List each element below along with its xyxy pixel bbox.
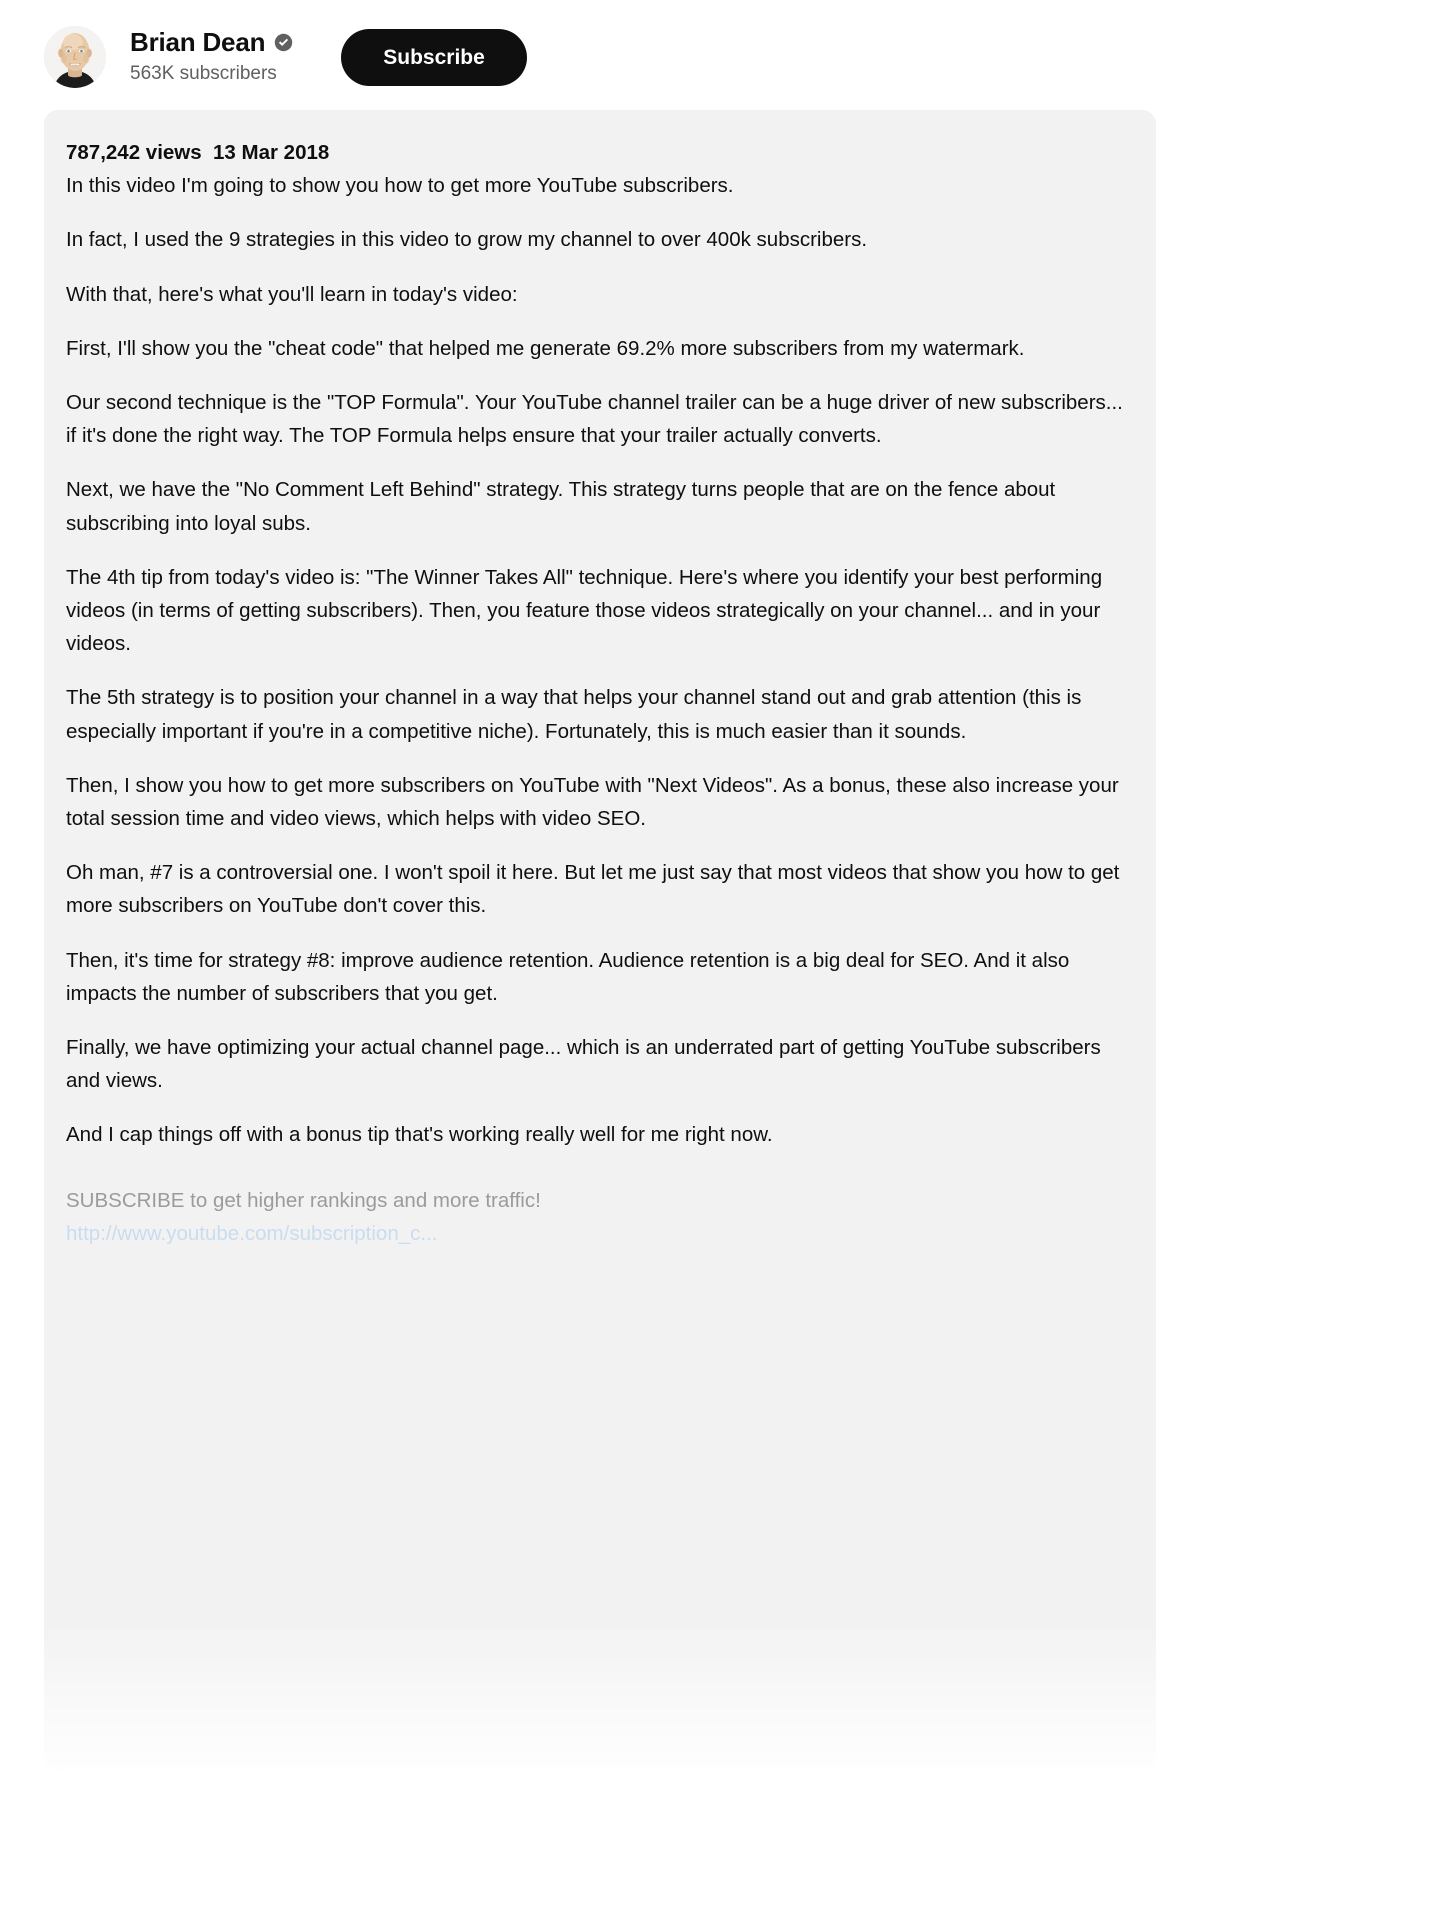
channel-header	[0, 0, 1200, 110]
description-paragraph: First, I'll show you the "cheat code" that helped me generate 69.2% more subscribers from my watermark.	[66, 336, 1025, 360]
paragraph-spacer	[66, 748, 1134, 769]
paragraph-spacer	[66, 923, 1134, 944]
description-paragraph: The 4th tip from today's video is: "The Winner Takes All" technique. Here's where you identify your best performing videos (in terms of getting subscribers). Then, you feature those videos strategically on your channel... and in your videos.	[66, 565, 1108, 656]
description-card[interactable]	[44, 110, 1156, 1770]
paragraph-spacer	[66, 202, 1134, 223]
description-paragraph: Finally, we have optimizing your actual channel page... which is an underrated part of getting YouTube subscribers and views.	[66, 1036, 1107, 1093]
paragraph-spacer	[66, 1010, 1134, 1031]
channel-name-row	[130, 27, 293, 58]
avatar[interactable]	[44, 26, 106, 88]
description-body	[66, 136, 1134, 1250]
video-stats-line: 787,242 views 13 Mar 2018	[66, 141, 330, 164]
description-paragraph: Oh man, #7 is a controversial one. I won't spoil it here. But let me just say that most videos that show you how to get more subscribers on YouTube don't cover this.	[66, 861, 1126, 918]
description-paragraph: Then, I show you how to get more subscribers on YouTube with "Next Videos". As a bonus, these also increase your total session time and video views, which helps with video SEO.	[66, 773, 1125, 831]
paragraph-spacer	[66, 540, 1134, 561]
description-paragraph: The 5th strategy is to position your channel in a way that helps your channel stand out and grab attention (this is especially important if you're in a competitive niche). Fortunately, this is much easier than it sounds.	[66, 686, 1088, 743]
subscribe-button[interactable]: Subscribe	[341, 29, 527, 86]
paragraph-spacer	[66, 1097, 1134, 1118]
subscriber-count: 563K subscribers	[130, 62, 277, 84]
description-paragraph: In fact, I used the 9 strategies in this video to grow my channel to over 400k subscribers.	[66, 228, 868, 252]
description-paragraph: And I cap things off with a bonus tip that's working really well for me right now.	[66, 1123, 773, 1147]
paragraph-spacer	[66, 660, 1134, 681]
fade-overlay	[44, 1620, 1156, 1770]
verified-check-icon	[274, 33, 293, 52]
channel-name[interactable]: Brian Dean	[130, 26, 266, 57]
description-paragraph: Our second technique is the "TOP Formula". Your YouTube channel trailer can be a huge driver of new subscribers... if it's done the right way. The TOP Formula helps ensure that your trailer actually converts.	[66, 391, 1129, 448]
subscribe-cta-text: SUBSCRIBE to get higher rankings and more traffic!	[66, 1188, 541, 1212]
description-tail	[66, 1166, 1134, 1250]
avatar-image	[44, 26, 106, 88]
subscription-link[interactable]: http://www.youtube.com/subscription_c...	[66, 1221, 438, 1245]
description-paragraph: Then, it's time for strategy #8: improve audience retention. Audience retention is a big deal for SEO. And it also impacts the number of subscribers that you get.	[66, 948, 1075, 1005]
description-paragraph: Next, we have the "No Comment Left Behind" strategy. This strategy turns people that are on the fence about subscribing into loyal subs.	[66, 478, 1061, 535]
paragraph-spacer	[66, 452, 1134, 473]
channel-meta	[130, 27, 293, 88]
description-paragraph: With that, here's what you'll learn in today's video:	[66, 282, 518, 306]
paragraph-spacer	[66, 311, 1134, 332]
paragraph-spacer	[66, 835, 1134, 856]
description-paragraph: In this video I'm going to show you how to get more YouTube subscribers.	[66, 174, 734, 198]
paragraph-spacer	[66, 257, 1134, 278]
paragraph-spacer	[66, 365, 1134, 386]
